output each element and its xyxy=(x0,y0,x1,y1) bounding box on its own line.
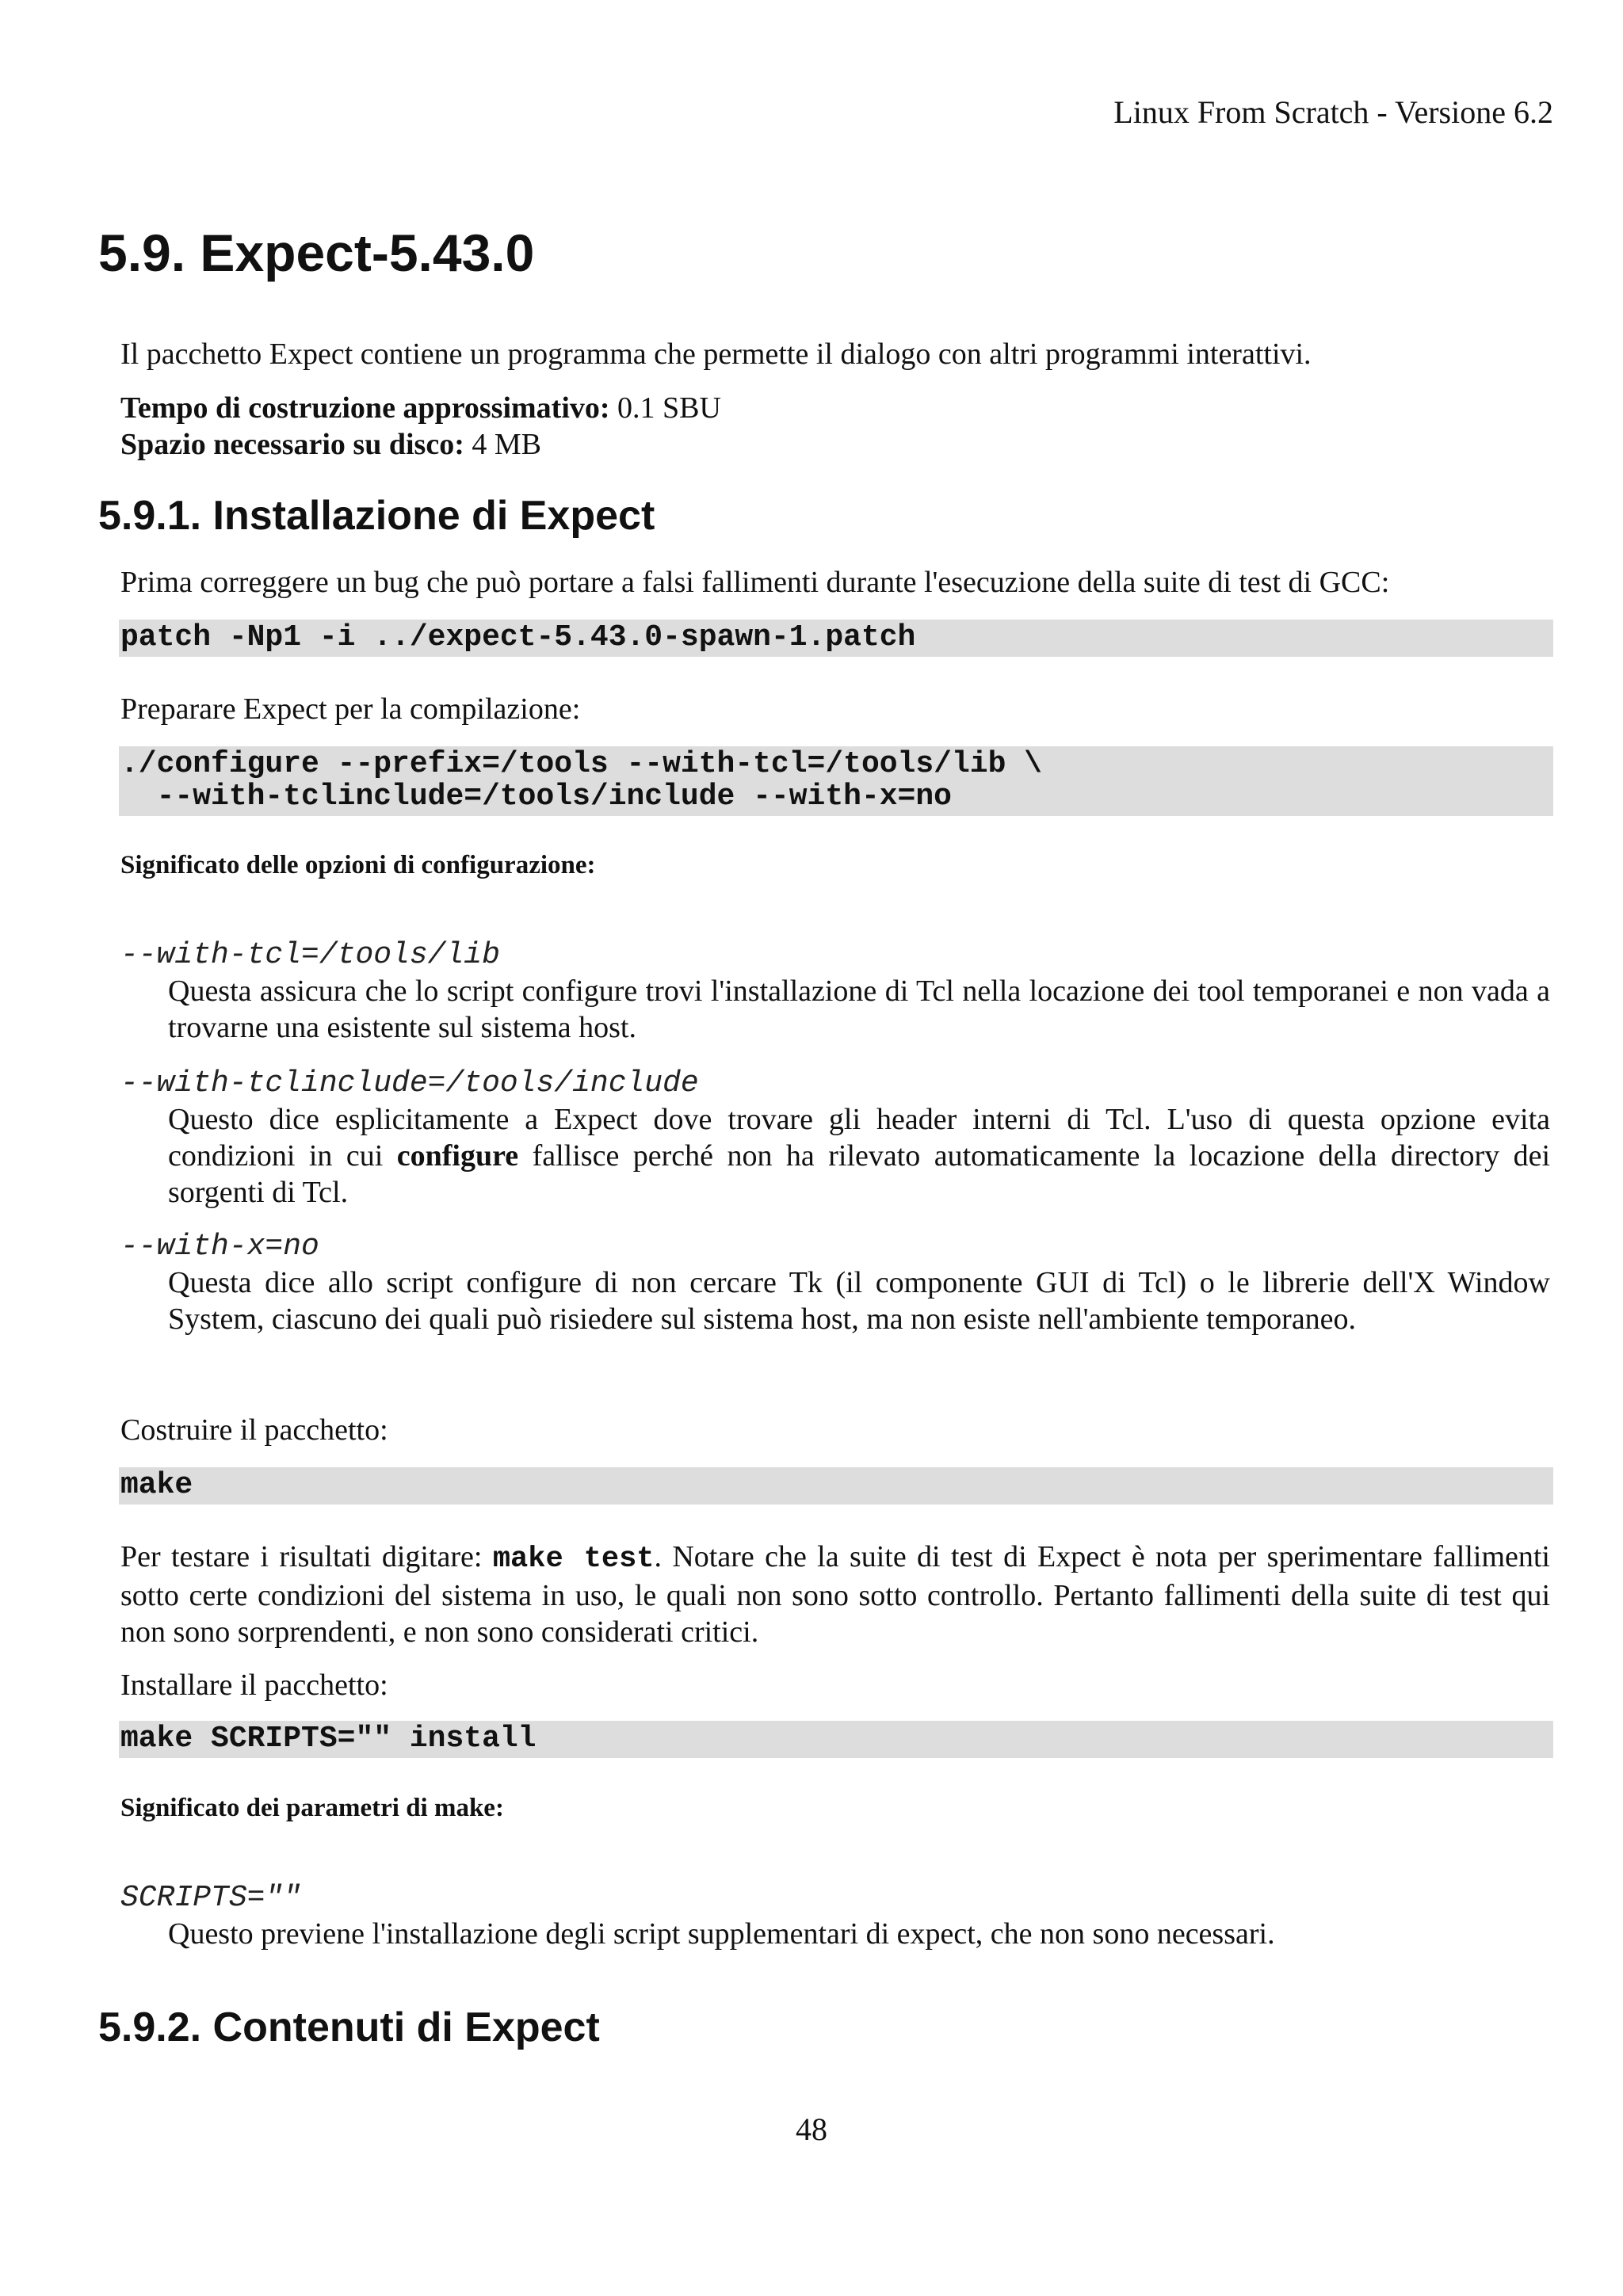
install-paragraph: Installare il pacchetto: xyxy=(120,1669,388,1702)
option-term-tclinclude: --with-tclinclude=/tools/include xyxy=(120,1066,699,1100)
option-desc-tcl: Questa assicura che lo script configure trovi l'installazione di Tcl nella locazione dei tool temporanei e non vada a trovarne una esistente sul sistema host. xyxy=(168,974,1550,1044)
install-heading: 5.9.1. Installazione di Expect xyxy=(98,493,655,539)
option-term-tcl: --with-tcl=/tools/lib xyxy=(120,938,500,972)
option-desc-tclinclude-part2: fallisce perché non ha rilevato automaticamente la locazione della directory dei sorgenti di Tcl. xyxy=(168,1139,1550,1209)
page-number: 48 xyxy=(796,2111,827,2147)
patch-command: patch -Np1 -i ../expect-5.43.0-spawn-1.patch xyxy=(119,620,1553,657)
configure-command: ./configure --prefix=/tools --with-tcl=/tools/lib \ --with-tclinclude=/tools/include --with-x=no xyxy=(119,746,1553,816)
prepare-paragraph: Preparare Expect per la compilazione: xyxy=(120,692,581,726)
option-desc-x: Questa dice allo script configure di non cercare Tk (il componente GUI di Tcl) o le librerie dell'X Window System, ciascuno dei quali può risiedere sul sistema host, ma non esiste nell'ambiente temporaneo. xyxy=(168,1266,1550,1336)
make-params-heading: Significato dei parametri di make: xyxy=(120,1794,504,1822)
config-options-heading: Significato delle opzioni di configurazione: xyxy=(120,851,596,879)
disk-space-value: 4 MB xyxy=(464,428,541,461)
option-term-x: --with-x=no xyxy=(120,1230,319,1264)
make-test-command: make test xyxy=(492,1543,655,1576)
test-paragraph-part1: Per testare i risultati digitare: xyxy=(120,1540,493,1573)
test-paragraph-part2: . Notare che la suite di test di Expect è nota per sperimentare fallimenti sotto certe condizioni del sistema in uso, le quali non sono sotto controllo. Pertanto fallimenti della suite di test qui non sono sorprendenti, e non sono considerati critici. xyxy=(120,1540,1550,1649)
contents-heading: 5.9.2. Contenuti di Expect xyxy=(98,2004,600,2050)
build-time-value: 0.1 SBU xyxy=(609,391,721,425)
build-time-line xyxy=(120,390,1550,426)
make-command: make xyxy=(119,1467,1553,1505)
bugfix-paragraph: Prima correggere un bug che può portare a falsi fallimenti durante l'esecuzione della suite di test di GCC: xyxy=(120,566,1390,599)
running-header: Linux From Scratch - Versione 6.2 xyxy=(1113,94,1553,130)
section-title: 5.9. Expect-5.43.0 xyxy=(98,223,535,282)
intro-paragraph: Il pacchetto Expect contiene un programma che permette il dialogo con altri programmi interattivi. xyxy=(120,338,1312,371)
test-paragraph xyxy=(120,1539,1550,1650)
option-desc-tclinclude xyxy=(168,1101,1550,1211)
make-install-command: make SCRIPTS="" install xyxy=(119,1721,1553,1758)
option-desc-tclinclude-part1: Questo dice esplicitamente a Expect dove trovare gli header interni di Tcl. L'uso di questa opzione evita condizioni in cui xyxy=(168,1103,1550,1173)
build-time-label: Tempo di costruzione approssimativo: xyxy=(120,391,610,425)
disk-space-line xyxy=(120,426,1550,463)
disk-space-label: Spazio necessario su disco: xyxy=(120,428,464,461)
configure-keyword: configure xyxy=(396,1139,519,1173)
param-desc-scripts: Questo previene l'installazione degli script supplementari di expect, che non sono necessari. xyxy=(168,1917,1275,1951)
param-term-scripts: SCRIPTS="" xyxy=(120,1881,302,1915)
build-paragraph: Costruire il pacchetto: xyxy=(120,1413,388,1447)
